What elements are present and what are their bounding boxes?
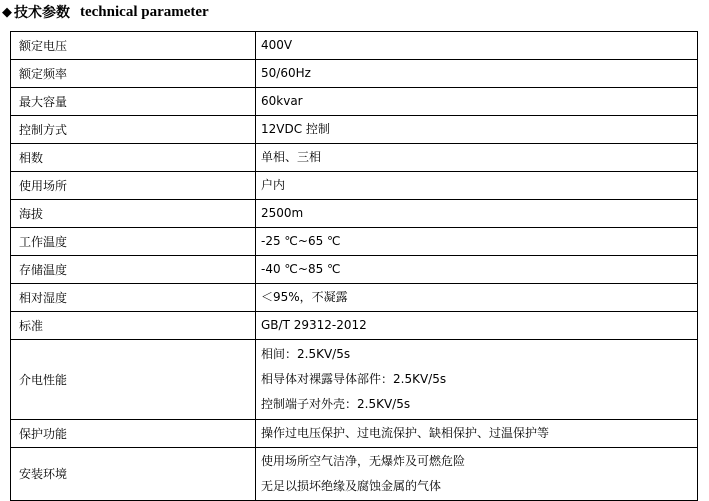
param-value: -40 ℃~85 ℃ bbox=[261, 262, 341, 276]
param-value: 50/60Hz bbox=[261, 66, 311, 80]
param-label: 标准 bbox=[11, 312, 256, 340]
param-value-cell bbox=[256, 420, 698, 448]
param-value: 2500m bbox=[261, 206, 304, 220]
table-row bbox=[11, 228, 698, 256]
param-value-cell bbox=[256, 200, 698, 228]
param-value: 12VDC 控制 bbox=[261, 122, 330, 136]
param-label: 存储温度 bbox=[11, 256, 256, 284]
param-value-cell bbox=[256, 228, 698, 256]
param-value: 相间：2.5KV/5s bbox=[261, 347, 351, 361]
param-label: 保护功能 bbox=[11, 420, 256, 448]
table-row bbox=[11, 144, 698, 172]
param-label: 海拔 bbox=[11, 200, 256, 228]
table-row bbox=[11, 420, 698, 448]
param-value: -25 ℃~65 ℃ bbox=[261, 234, 341, 248]
param-label: 最大容量 bbox=[11, 88, 256, 116]
param-label: 工作温度 bbox=[11, 228, 256, 256]
param-value: 使用场所空气洁净，无爆炸及可燃危险 bbox=[261, 454, 466, 468]
param-value: 相导体对裸露导体部件：2.5KV/5s bbox=[261, 372, 447, 386]
param-value: 60kvar bbox=[261, 94, 303, 108]
param-value-cell bbox=[256, 284, 698, 312]
table-row bbox=[11, 312, 698, 340]
param-value: GB/T 29312-2012 bbox=[261, 318, 367, 332]
param-label: 相对湿度 bbox=[11, 284, 256, 312]
table-row bbox=[11, 88, 698, 116]
table-row bbox=[11, 448, 698, 501]
param-label: 额定电压 bbox=[11, 32, 256, 60]
table-row bbox=[11, 256, 698, 284]
section-header bbox=[2, 2, 209, 22]
table-row bbox=[11, 32, 698, 60]
table-row bbox=[11, 284, 698, 312]
param-label: 介电性能 bbox=[11, 340, 256, 420]
param-label: 控制方式 bbox=[11, 116, 256, 144]
param-value-cell bbox=[256, 144, 698, 172]
param-value-cell bbox=[256, 340, 698, 420]
param-label: 安装环境 bbox=[11, 448, 256, 501]
technical-parameter-table bbox=[10, 31, 698, 501]
param-value: 控制端子对外壳：2.5KV/5s bbox=[261, 397, 411, 411]
param-label: 额定频率 bbox=[11, 60, 256, 88]
param-value: 户内 bbox=[261, 178, 286, 192]
param-value: 操作过电压保护、过电流保护、缺相保护、过温保护等 bbox=[261, 426, 550, 440]
diamond-icon: ◆ bbox=[2, 4, 12, 20]
table-row bbox=[11, 340, 698, 420]
table-row bbox=[11, 60, 698, 88]
param-value-cell bbox=[256, 88, 698, 116]
param-value-cell bbox=[256, 172, 698, 200]
param-value-cell bbox=[256, 256, 698, 284]
section-title-en: technical parameter bbox=[80, 3, 209, 20]
param-value-cell bbox=[256, 116, 698, 144]
param-value: 400V bbox=[261, 38, 293, 52]
section-title-cn: 技术参数 bbox=[14, 5, 70, 21]
table-row bbox=[11, 116, 698, 144]
param-value-cell bbox=[256, 60, 698, 88]
param-value: 无足以损坏绝缘及腐蚀金属的气体 bbox=[261, 479, 442, 493]
table-row bbox=[11, 172, 698, 200]
table-row bbox=[11, 200, 698, 228]
param-label: 相数 bbox=[11, 144, 256, 172]
param-value-cell bbox=[256, 448, 698, 501]
param-label: 使用场所 bbox=[11, 172, 256, 200]
param-value-cell bbox=[256, 32, 698, 60]
param-value: 单相、三相 bbox=[261, 150, 322, 164]
param-value-cell bbox=[256, 312, 698, 340]
param-value: ＜95%，不凝露 bbox=[261, 290, 348, 304]
